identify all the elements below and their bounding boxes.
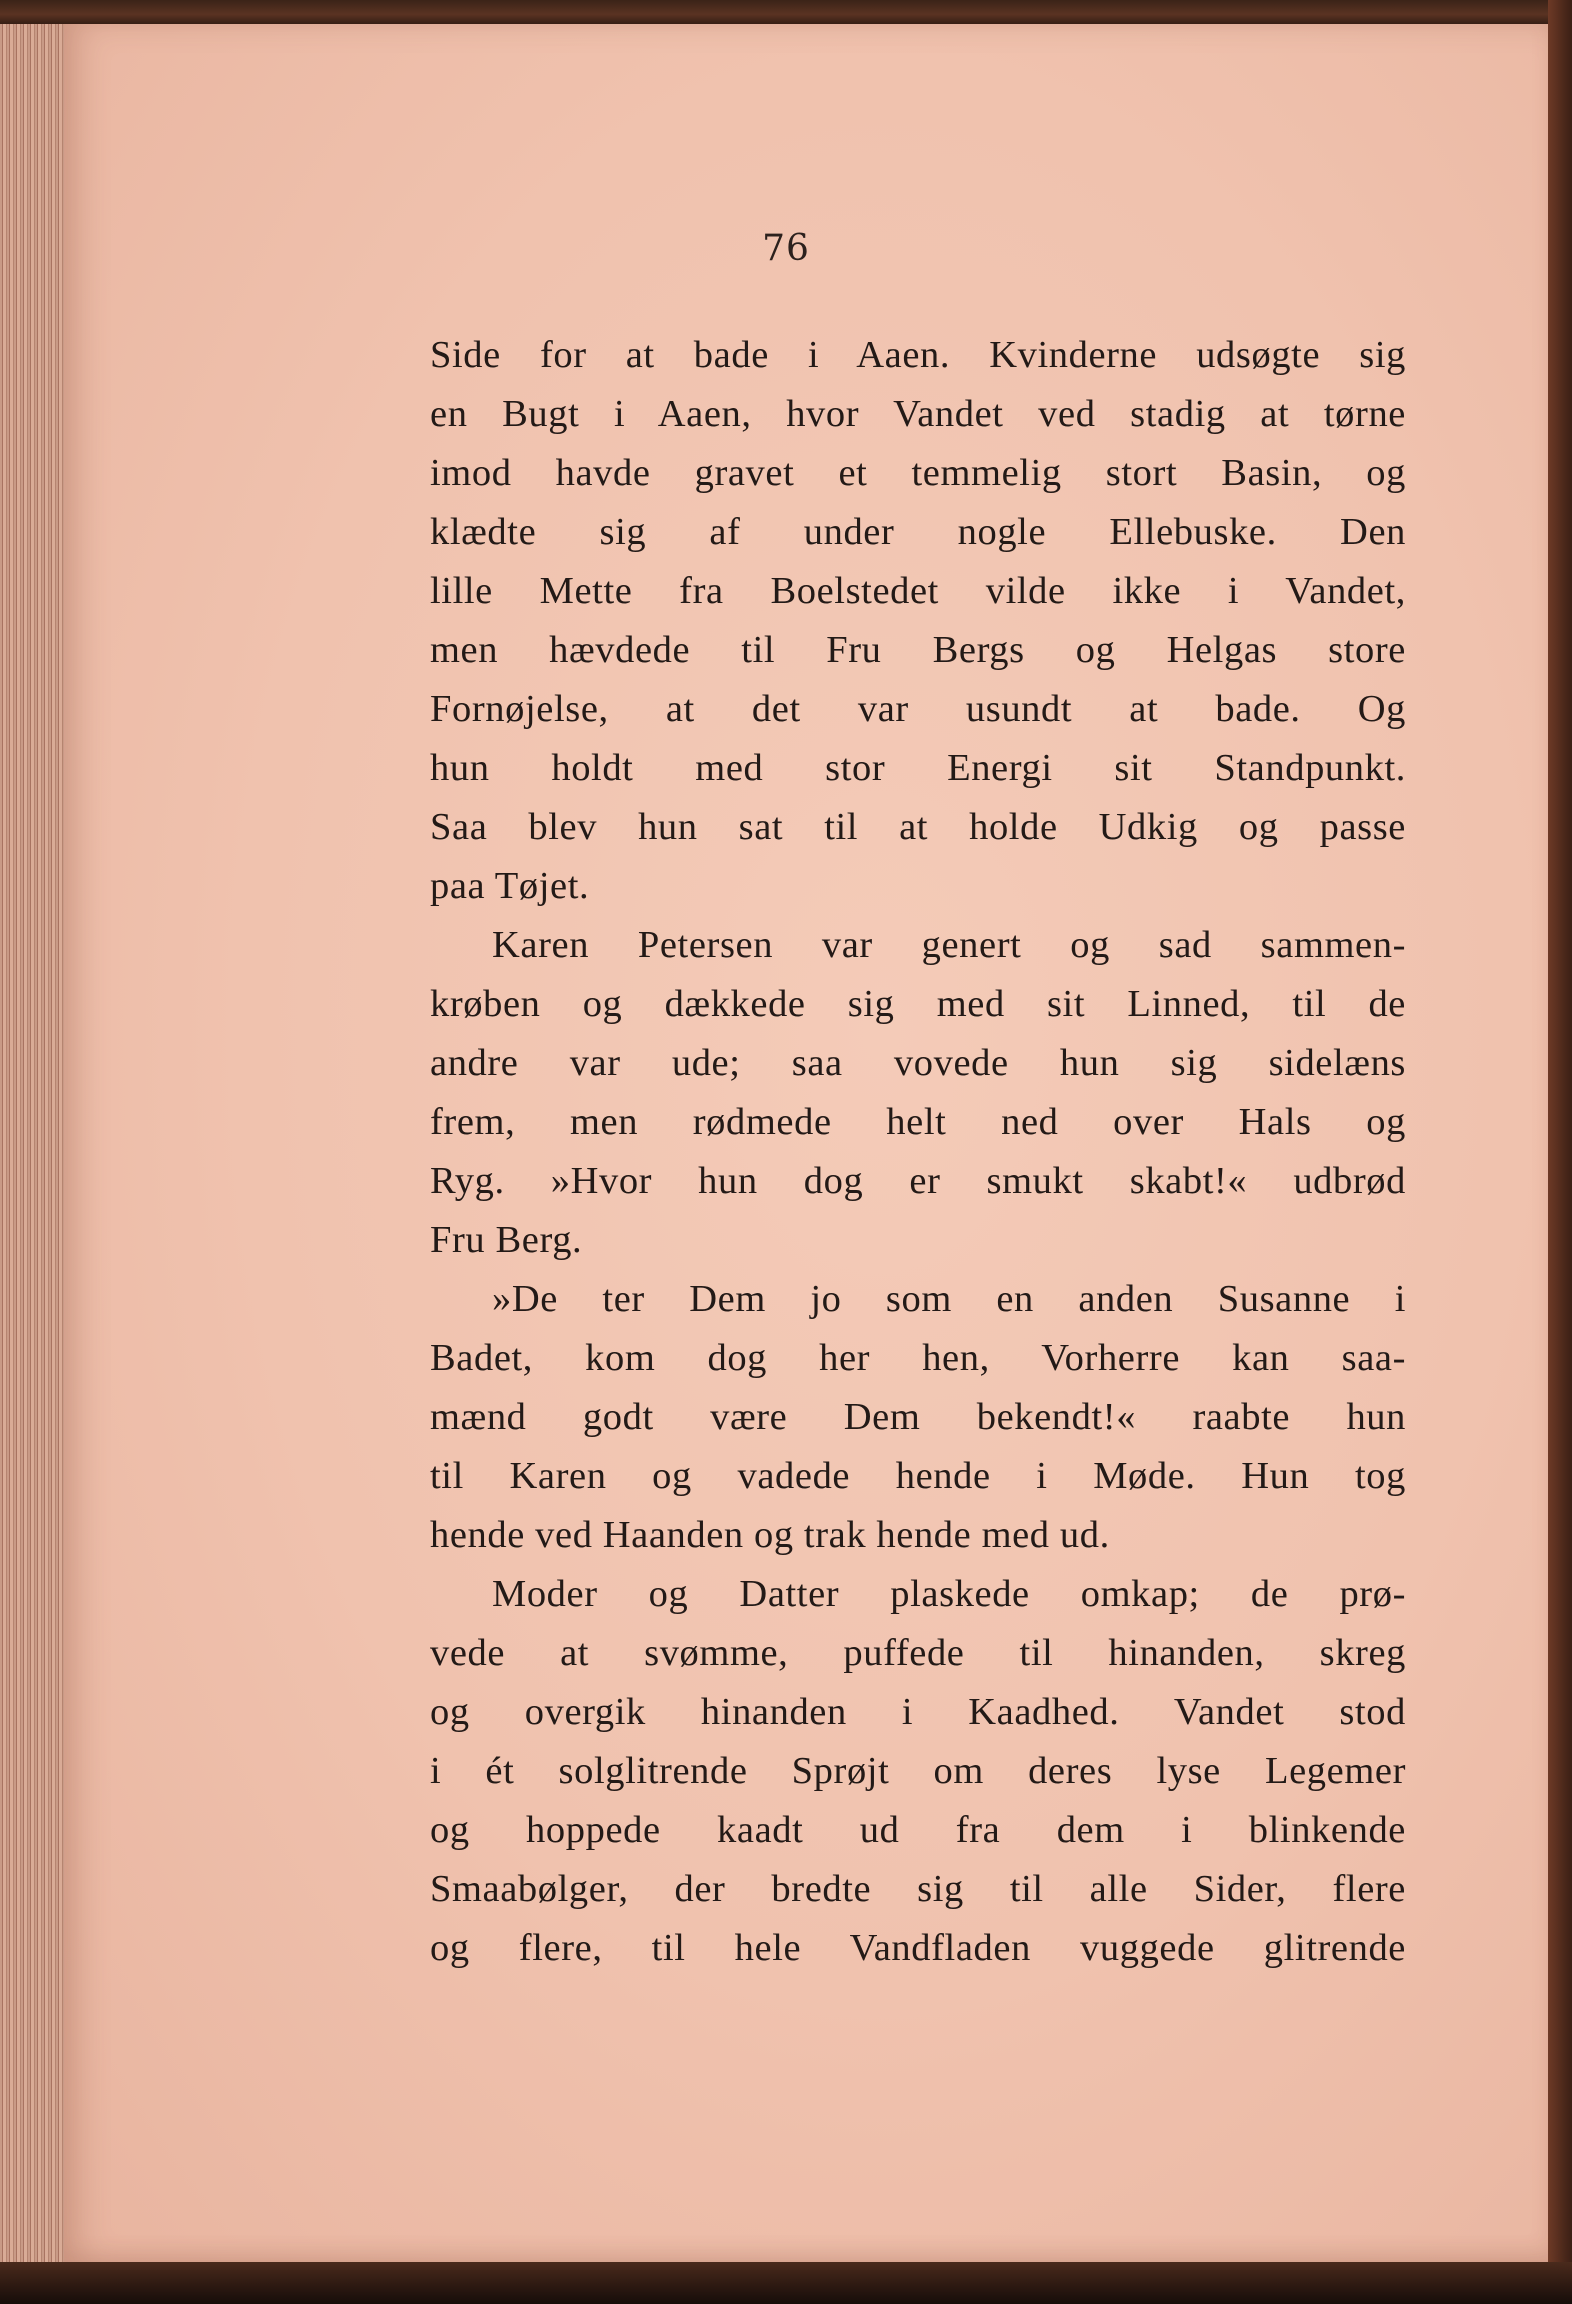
text-line: andre var ude; saa vovede hun sig sidelæns bbox=[430, 1042, 1406, 1084]
text-line: vede at svømme, puffede til hinanden, skreg bbox=[430, 1632, 1406, 1674]
body-text bbox=[430, 326, 1406, 1978]
text-line: Karen Petersen var genert og sad sammen- bbox=[492, 924, 1406, 966]
text-line: klædte sig af under nogle Ellebuske. Den bbox=[430, 511, 1406, 553]
text-line: til Karen og vadede hende i Møde. Hun tog bbox=[430, 1455, 1406, 1497]
text-line: hende ved Haanden og trak hende med ud. bbox=[430, 1514, 1110, 1556]
text-line: og hoppede kaadt ud fra dem i blinkende bbox=[430, 1809, 1406, 1851]
text-line: Badet, kom dog her hen, Vorherre kan saa- bbox=[430, 1337, 1406, 1379]
page-number: 76 bbox=[762, 228, 810, 269]
text-line: Saa blev hun sat til at holde Udkig og passe bbox=[430, 806, 1406, 848]
book-bottom-edge bbox=[0, 2262, 1572, 2304]
text-line: i ét solglitrende Sprøjt om deres lyse Legemer bbox=[430, 1750, 1406, 1792]
text-line: en Bugt i Aaen, hvor Vandet ved stadig at tørne bbox=[430, 393, 1406, 435]
text-line: Fru Berg. bbox=[430, 1219, 583, 1261]
text-line: »De ter Dem jo som en anden Susanne i bbox=[492, 1278, 1406, 1320]
book-right-edge bbox=[1548, 0, 1572, 2304]
text-line: paa Tøjet. bbox=[430, 865, 590, 907]
text-line: Side for at bade i Aaen. Kvinderne udsøgte sig bbox=[430, 334, 1406, 376]
text-line: men hævdede til Fru Bergs og Helgas store bbox=[430, 629, 1406, 671]
text-line: Fornøjelse, at det var usundt at bade. Og bbox=[430, 688, 1406, 730]
text-line: imod havde gravet et temmelig stort Basin, og bbox=[430, 452, 1406, 494]
text-line: og flere, til hele Vandfladen vuggede glitrende bbox=[430, 1927, 1406, 1969]
text-line: krøben og dækkede sig med sit Linned, til de bbox=[430, 983, 1406, 1025]
text-line: Smaabølger, der bredte sig til alle Sider, flere bbox=[430, 1868, 1406, 1910]
text-line: Ryg. »Hvor hun dog er smukt skabt!« udbrød bbox=[430, 1160, 1406, 1202]
text-line: hun holdt med stor Energi sit Standpunkt. bbox=[430, 747, 1406, 789]
text-line: Moder og Datter plaskede omkap; de prø- bbox=[492, 1573, 1406, 1615]
text-line: mænd godt være Dem bekendt!« raabte hun bbox=[430, 1396, 1406, 1438]
text-line: lille Mette fra Boelstedet vilde ikke i Vandet, bbox=[430, 570, 1406, 612]
text-line: frem, men rødmede helt ned over Hals og bbox=[430, 1101, 1406, 1143]
text-line: og overgik hinanden i Kaadhed. Vandet stod bbox=[430, 1691, 1406, 1733]
book-top-edge bbox=[0, 0, 1572, 26]
